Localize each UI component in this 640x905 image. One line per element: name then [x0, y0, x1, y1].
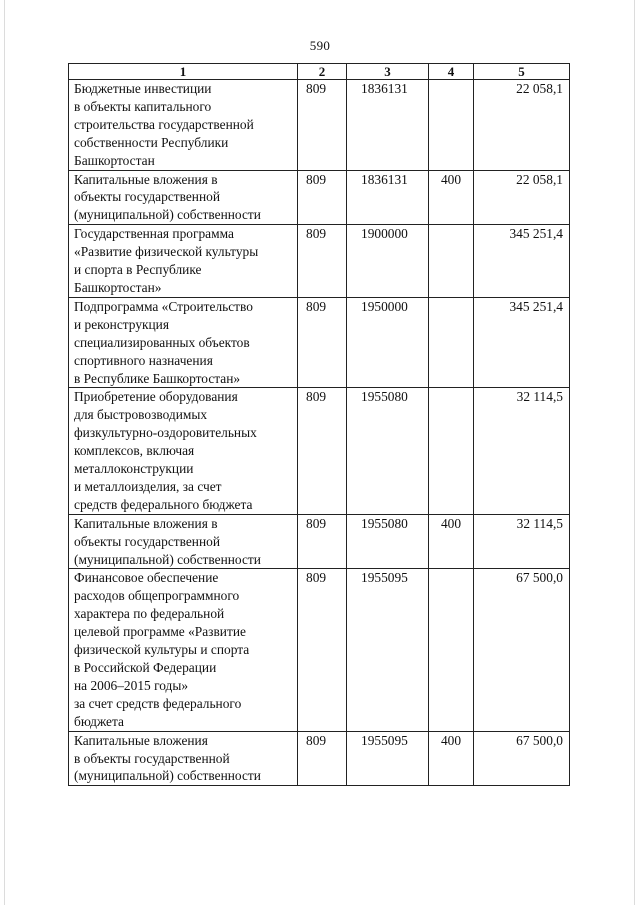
- row-csr: 1836131: [347, 80, 429, 171]
- row-csr: 1950000: [347, 297, 429, 388]
- row-csr: 1955080: [347, 388, 429, 514]
- table-header-row: [69, 64, 570, 80]
- table-row: [69, 514, 570, 569]
- row-amount: 345 251,4: [474, 297, 570, 388]
- row-csr: 1836131: [347, 170, 429, 225]
- table-row: [69, 388, 570, 514]
- row-amount: 32 114,5: [474, 514, 570, 569]
- column-header-3: 3: [347, 64, 429, 80]
- row-vr: [429, 569, 474, 731]
- budget-table: [68, 63, 570, 786]
- row-grbs: 809: [298, 170, 347, 225]
- row-csr: 1900000: [347, 225, 429, 298]
- row-grbs: 809: [298, 569, 347, 731]
- table-row: [69, 80, 570, 171]
- row-amount: 67 500,0: [474, 731, 570, 786]
- row-amount: 32 114,5: [474, 388, 570, 514]
- row-vr: [429, 225, 474, 298]
- table-row: [69, 225, 570, 298]
- row-csr: 1955080: [347, 514, 429, 569]
- row-name: Капитальные вложения в объекты государственной (муниципальной) собственности: [69, 731, 298, 786]
- row-vr: 400: [429, 731, 474, 786]
- row-csr: 1955095: [347, 731, 429, 786]
- column-header-5: 5: [474, 64, 570, 80]
- row-grbs: 809: [298, 225, 347, 298]
- row-name: Капитальные вложения в объекты государственной (муниципальной) собственности: [69, 514, 298, 569]
- row-amount: 67 500,0: [474, 569, 570, 731]
- table-row: [69, 569, 570, 731]
- row-name: Бюджетные инвестиции в объекты капитального строительства государственной собственности Республики Башкортостан: [69, 80, 298, 171]
- page-number: 590: [309, 38, 331, 53]
- row-csr: 1955095: [347, 569, 429, 731]
- row-name: Подпрограмма «Строительство и реконструкция специализированных объектов спортивного назначения в Республике Башкортостан»: [69, 297, 298, 388]
- row-grbs: 809: [298, 297, 347, 388]
- row-vr: 400: [429, 170, 474, 225]
- row-vr: [429, 388, 474, 514]
- row-amount: 22 058,1: [474, 80, 570, 171]
- row-grbs: 809: [298, 514, 347, 569]
- table-row: [69, 731, 570, 786]
- row-grbs: 809: [298, 80, 347, 171]
- row-name: Приобретение оборудования для быстровозводимых физкультурно-оздоровительных комплексов, включая металлоконструкции и металлоизделия, за счет средств федерального бюджета: [69, 388, 298, 514]
- row-vr: [429, 80, 474, 171]
- row-vr: [429, 297, 474, 388]
- table-row: [69, 170, 570, 225]
- row-grbs: 809: [298, 731, 347, 786]
- scan-right-edge: [634, 0, 635, 905]
- row-name: Финансовое обеспечение расходов общепрограммного характера по федеральной целевой программе «Развитие физической культуры и спорта в Российской Федерации на 2006–2015 годы» за счет средств федерального бюджета: [69, 569, 298, 731]
- row-name: Капитальные вложения в объекты государственной (муниципальной) собственности: [69, 170, 298, 225]
- row-amount: 22 058,1: [474, 170, 570, 225]
- table-row: [69, 297, 570, 388]
- row-amount: 345 251,4: [474, 225, 570, 298]
- column-header-2: 2: [298, 64, 347, 80]
- row-vr: 400: [429, 514, 474, 569]
- column-header-4: 4: [429, 64, 474, 80]
- scan-left-edge: [4, 0, 5, 905]
- row-grbs: 809: [298, 388, 347, 514]
- column-header-1: 1: [69, 64, 298, 80]
- row-name: Государственная программа «Развитие физической культуры и спорта в Республике Башкортостан»: [69, 225, 298, 298]
